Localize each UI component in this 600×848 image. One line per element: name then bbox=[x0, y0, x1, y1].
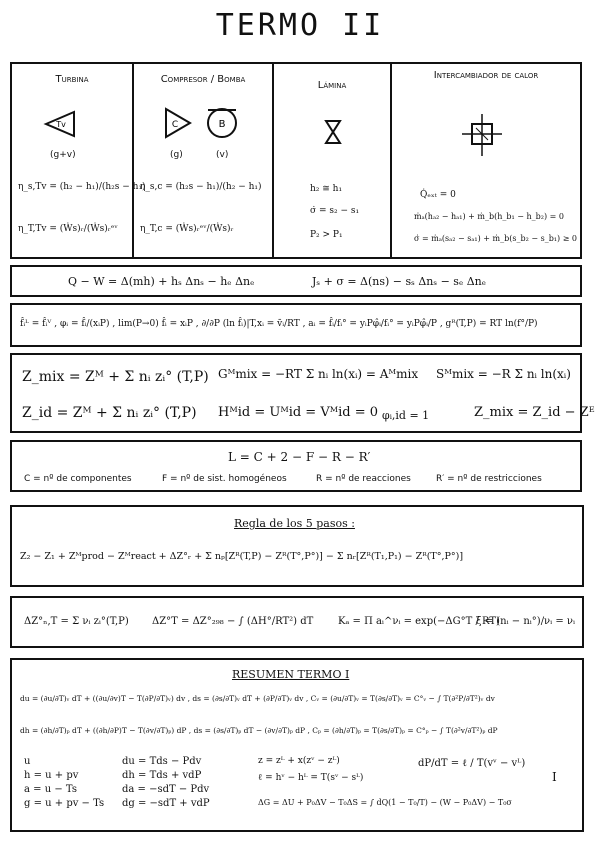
turbine-icon bbox=[42, 109, 78, 139]
pump-phase: (v) bbox=[216, 150, 229, 160]
fugacity-formulas: f̂ᵢᴸ = f̂ᵢⱽ , φᵢ = f̂ᵢ/(xᵢP) , lim(P→0) f̂ᵢ = xᵢP , ∂/∂P (ln f̂ᵢ)|T,xᵢ = v̄ᵢ/RT , aᵢ = f̂ᵢ/fᵢ° = yᵢPφ̂ᵢ/fᵢ° = yᵢPφ̂ᵢ/P , gᴿ(T,P) = RT ln(f°/P) bbox=[20, 319, 538, 329]
heat-exchanger-icon bbox=[460, 112, 504, 158]
device-name: Turbina bbox=[55, 74, 89, 85]
internal-energy-differential: du = (∂u/∂T)ᵥ dT + ((∂u/∂v)T − T(∂P/∂T)ᵥ) dv , ds = (∂s/∂T)ᵥ dT + (∂P/∂T)ᵥ dv , Cᵥ = (∂u/∂T)ᵥ = T(∂s/∂T)ᵥ = C°ᵥ − ∫ T(∂²P/∂T²)ᵥ dv bbox=[20, 694, 495, 703]
fundamental-relation: du = Tds − Pdv bbox=[122, 756, 202, 767]
ideal-mixture-property: Z_id = Zᴹ + Σ nᵢ zᵢ° (T,P) bbox=[22, 405, 197, 421]
thermal-efficiency-formula: η_T,c = (Ẇs)ᵣᵉᵛ/(Ẇs)ᵣ bbox=[140, 224, 234, 234]
fugacity-box bbox=[10, 303, 582, 347]
potential-definition: a = u − Ts bbox=[24, 784, 77, 795]
mixture-property: Z_mix = Zᴹ + Σ nᵢ zᵢ° (T,P) bbox=[22, 369, 209, 385]
device-name: Lámina bbox=[317, 80, 347, 91]
restrictions-definition: R′ = nº de restricciones bbox=[436, 474, 542, 484]
device-name: Intercambiador de calor bbox=[433, 70, 539, 81]
section-heading: Regla de los 5 pasos : bbox=[234, 517, 355, 530]
reactions-definition: R = nº de reacciones bbox=[316, 474, 411, 484]
balance-box bbox=[10, 265, 582, 297]
device-compresor bbox=[134, 64, 274, 257]
thermal-efficiency-formula: η_T,Tv = (Ẇs)ᵣ/(Ẇs)ᵣᵉᵛ bbox=[18, 224, 118, 234]
entropy-generation: σ̇ = s₂ − s₁ bbox=[310, 206, 360, 216]
phase-rule: L = C + 2 − F − R − R′ bbox=[228, 450, 371, 464]
energy-balance: Q − W = Δ(mh) + hₛ Δnₛ − hₑ Δnₑ bbox=[68, 275, 255, 288]
section-heading: RESUMEN TERMO I bbox=[232, 668, 350, 681]
device-turbina bbox=[12, 64, 146, 257]
equilibrium-box bbox=[10, 596, 584, 648]
external-heat: Q̇ₑₓₜ = 0 bbox=[420, 190, 456, 200]
throttle-valve-icon bbox=[324, 119, 342, 145]
equilibrium-constant: Kₐ = Π aᵢ^νᵢ = exp(−ΔG°T / RT) bbox=[338, 616, 500, 627]
fundamental-relation: dh = Tds + vdP bbox=[122, 770, 202, 781]
ideal-mixing-properties: Hᴹid = Uᴹid = Vᴹid = 0 bbox=[218, 405, 379, 420]
extent-of-reaction: ξ = (nᵢ − nᵢ°)/νᵢ = νᵢ bbox=[476, 616, 575, 627]
five-steps-formula: Z₂ − Z₁ + Zᴹprod − Zᴹreact + ΔZ°ᵣ + Σ nₚ[Zᴿ(T,P) − Zᴿ(T°,P°)] − Σ nᵣ[Zᴿ(T₁,P₁) − Zᴿ(T°,P°)] bbox=[20, 551, 464, 562]
vant-hoff-integral: ΔZ°T = ΔZ°₂₉₈ − ∫ (ΔH°/RT²) dT bbox=[152, 616, 314, 627]
device-lamina bbox=[274, 64, 392, 257]
phase-rule-box bbox=[10, 440, 582, 492]
page-title: TERMO II bbox=[215, 8, 385, 43]
phases-definition: F = nº de sist. homogéneos bbox=[162, 474, 287, 484]
devices-table bbox=[10, 62, 582, 259]
exergy-balance: ΔG = ΔU + P₀ΔV − T₀ΔS = ∫ dQ(1 − T₀/T) − (W − P₀ΔV) − T₀σ bbox=[258, 798, 512, 807]
device-intercambiador bbox=[392, 64, 580, 257]
mixing-box bbox=[10, 353, 595, 433]
quality-relation: z = zᴸ + x(zᵛ − zᴸ) bbox=[258, 756, 340, 766]
gibbs-mixing: Gᴹmix = −RT Σ nᵢ ln(xᵢ) = Aᴹmix bbox=[218, 367, 419, 381]
fundamental-relation: dg = −sdT + vdP bbox=[122, 798, 210, 809]
compressor-phase: (g) bbox=[170, 150, 183, 160]
potential-definition: g = u + pv − Ts bbox=[24, 798, 105, 809]
summary-box bbox=[10, 658, 584, 832]
compressor-icon bbox=[164, 107, 194, 139]
device-phase: (g+v) bbox=[50, 150, 76, 160]
energy-balance: ṁₐ(hₐ₂ − hₐ₁) + ṁ_b(h_b₁ − h_b₂) = 0 bbox=[414, 212, 564, 221]
isentropic-efficiency-formula: η_s,c = (h₂s − h₁)/(h₂ − h₁) bbox=[140, 182, 262, 192]
isentropic-efficiency-formula: η_s,Tv = (h₂ − h₁)/(h₂s − h₁) bbox=[18, 182, 146, 192]
potential-definition: h = u + pv bbox=[24, 770, 79, 781]
five-steps-box bbox=[10, 505, 584, 587]
reaction-property-change: ΔZ°ₙ,T = Σ νᵢ zᵢ°(T,P) bbox=[24, 616, 129, 627]
pump-icon bbox=[206, 106, 242, 140]
entropy-balance: σ̇ = ṁₐ(sₐ₂ − sₐ₁) + ṁ_b(s_b₂ − s_b₁) ≥ 0 bbox=[414, 234, 578, 243]
svg-text:B: B bbox=[218, 119, 226, 130]
device-name: Compresor / Bomba bbox=[160, 74, 246, 85]
entropy-balance: Jₛ + σ = Δ(ns) − sₛ Δnₛ − sₑ Δnₑ bbox=[312, 275, 486, 288]
pressure-relation: P₂ > P₁ bbox=[310, 230, 343, 240]
svg-text:C: C bbox=[171, 120, 179, 130]
section-number: I bbox=[552, 770, 557, 784]
ideal-fugacity-coefficient: φᵢ,id = 1 bbox=[382, 409, 430, 422]
svg-text:Tv: Tv bbox=[56, 120, 66, 129]
entropy-mixing: Sᴹmix = −R Σ nᵢ ln(xᵢ) bbox=[436, 367, 571, 381]
potential-definition: u bbox=[24, 756, 31, 767]
clapeyron-equation: dP/dT = ℓ / T(vᵛ − vᴸ) bbox=[418, 758, 526, 769]
excess-property: Z_mix = Z_id − Zᴱ bbox=[474, 405, 595, 420]
fundamental-relation: da = −sdT − Pdv bbox=[122, 784, 210, 795]
components-definition: C = nº de componentes bbox=[24, 474, 132, 484]
enthalpy-differential: dh = (∂h/∂T)ₚ dT + ((∂h/∂P)T − T(∂v/∂T)ₚ) dP , ds = (∂s/∂T)ₚ dT − (∂v/∂T)ₚ dP , Cₚ = (∂h/∂T)ₚ = T(∂s/∂T)ₚ = C°ₚ − ∫ T(∂²v/∂T²)ₚ dP bbox=[20, 726, 498, 735]
latent-heat-relation: ℓ = hᵛ − hᴸ = T(sᵛ − sᴸ) bbox=[258, 773, 364, 783]
enthalpy-equality: h₂ ≅ h₁ bbox=[310, 184, 343, 194]
